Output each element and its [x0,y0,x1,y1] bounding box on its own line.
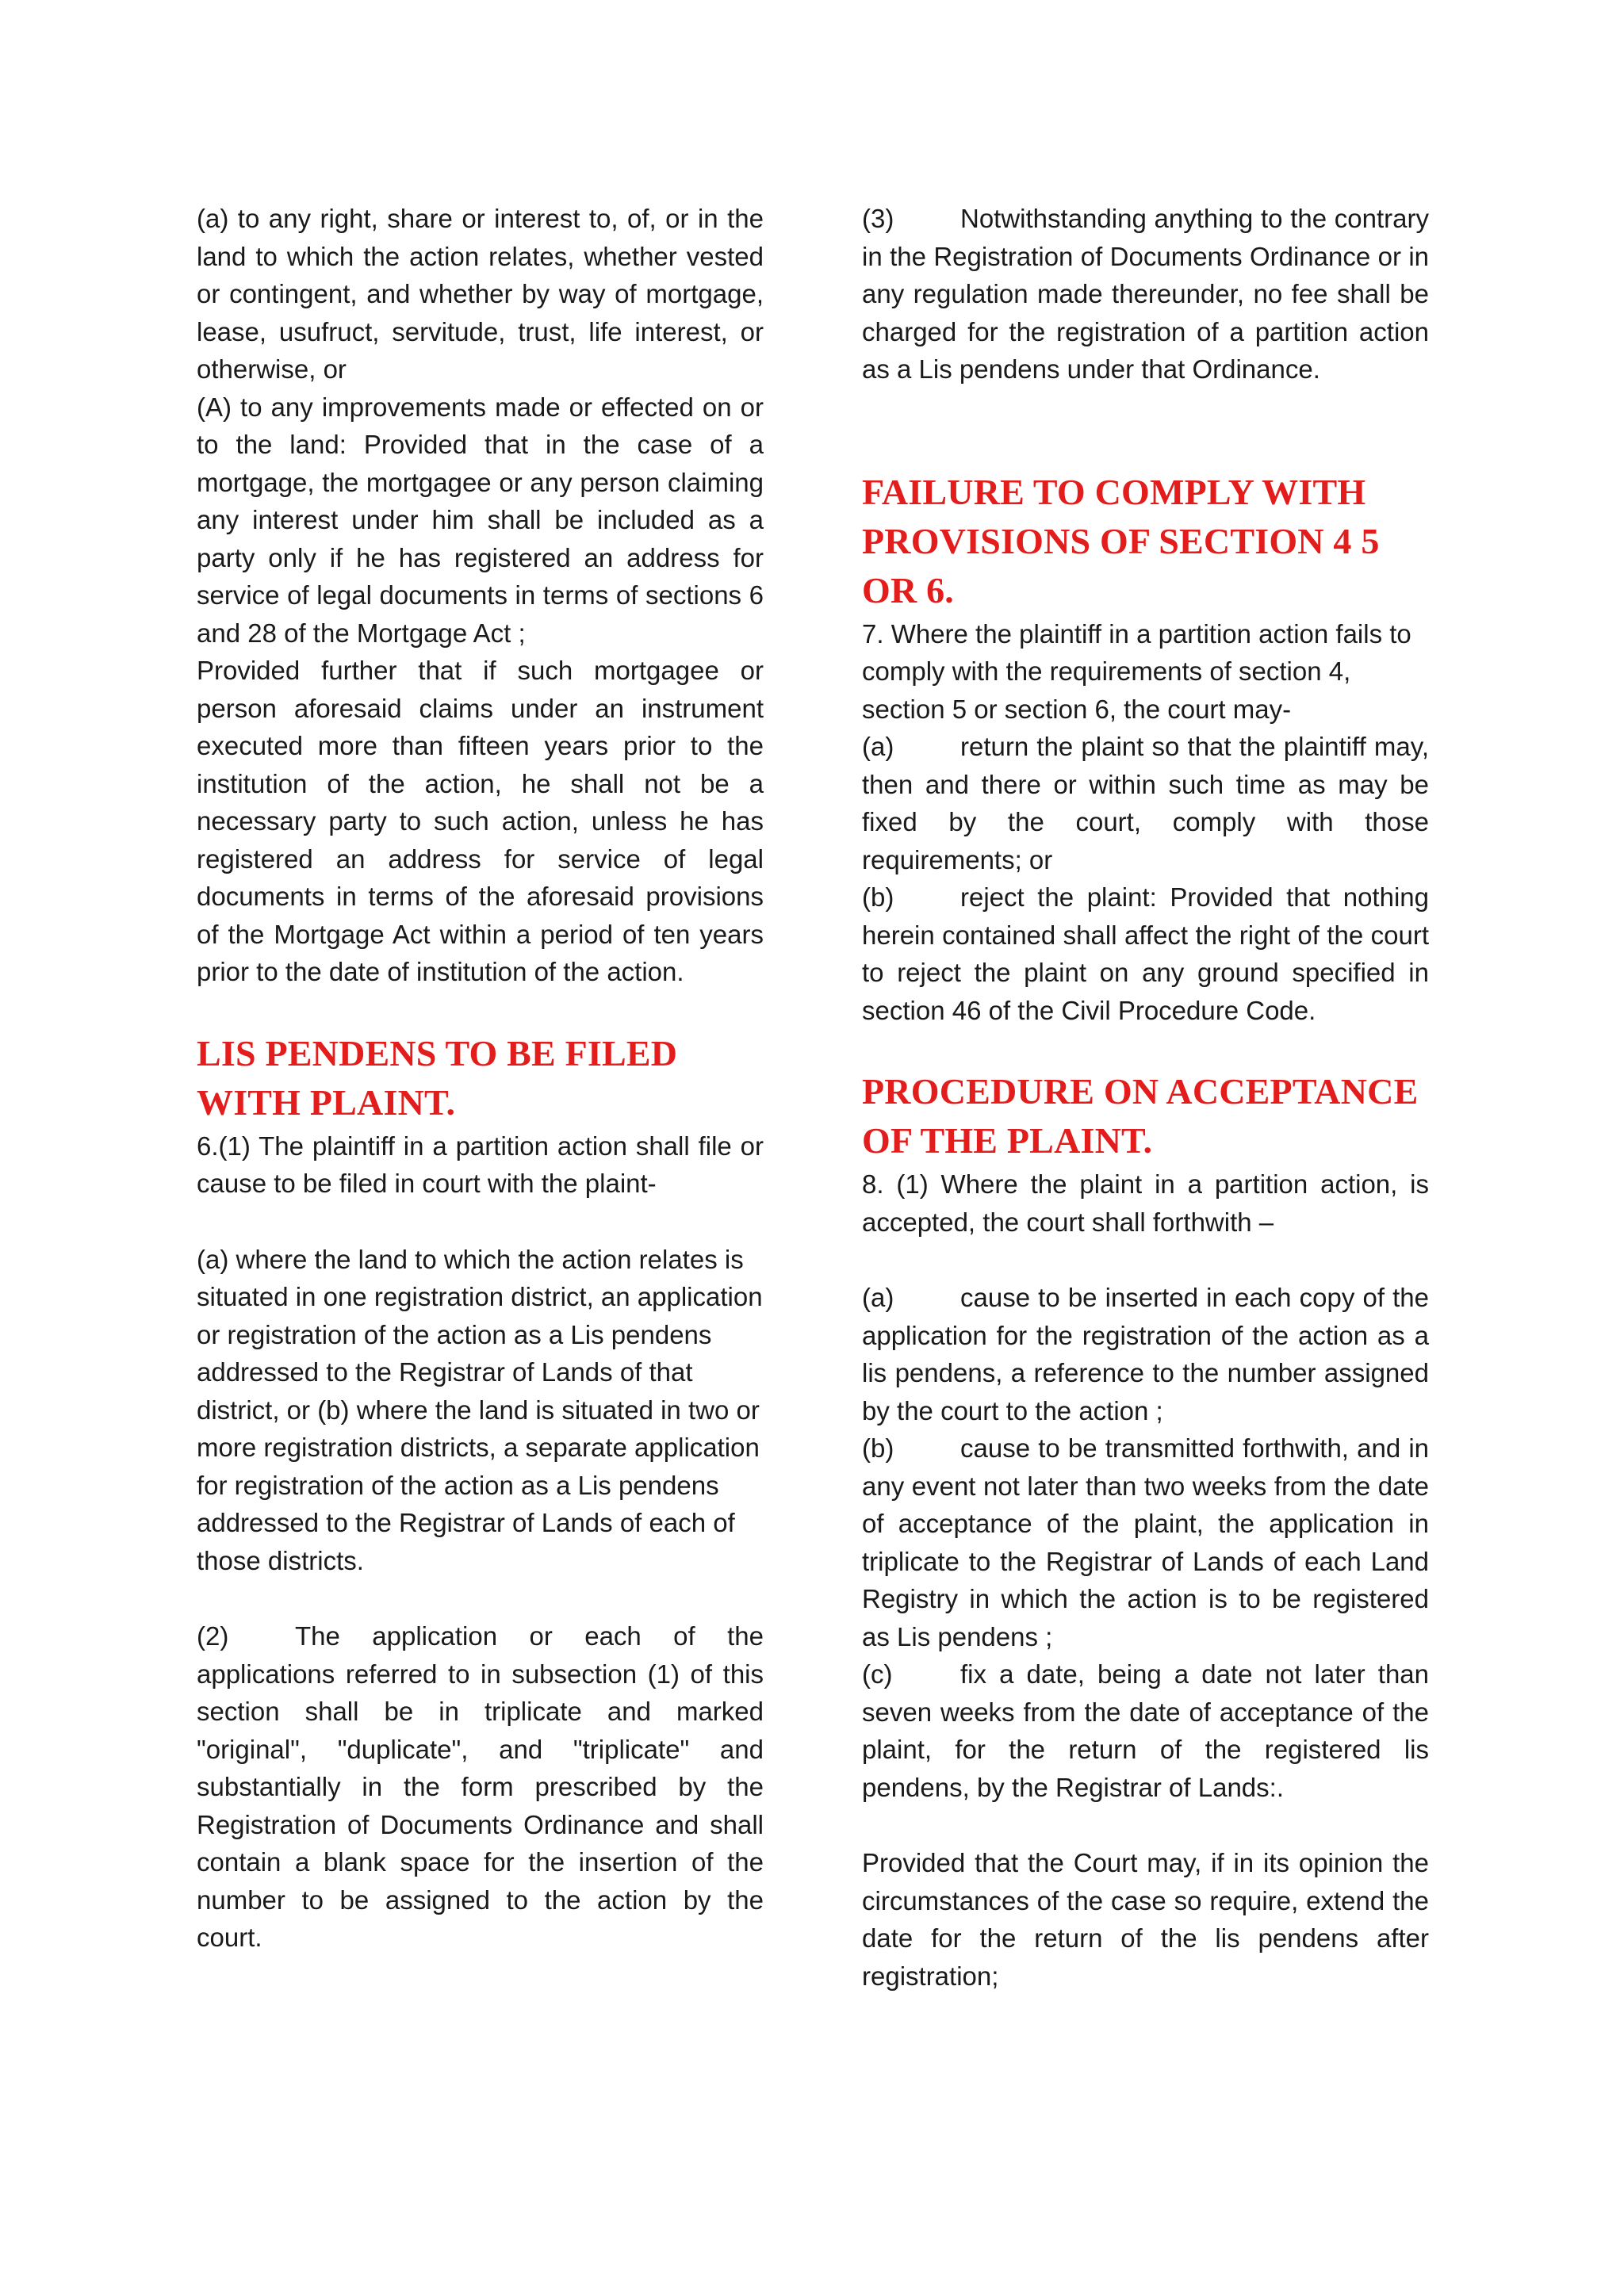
paragraph-8-c [862,1655,1429,1806]
heading-procedure-on-acceptance: PROCEDURE ON ACCEPTANCE OF THE PLAINT. [862,1071,1419,1161]
paragraph-6-2-text: The application or each of the applications referred to in subsection (1) of this section shall be in triplicate and marked "original", "duplicate", and "triplicate" and substantially in the form prescribed by the Registration of Documents Ordinance and shall contain a blank space for the insertion of the number to be assigned to the action by the court. [197,1621,764,1952]
paragraph-8-b-text: cause to be transmitted forthwith, and in any event not later than two weeks from the date of acceptance of the plaint, the application in triplicate to the Registrar of Lands of each Land Registry in which the action is to be registered as Lis pendens ; [862,1433,1429,1651]
paragraph-6-1-a-b: (a) where the land to which the action relates is situated in one registration district, an application or registration of the action as a Lis pendens addressed to the Registrar of Lands of that district, or (b) where the land is situated in two or more registration districts, a separate application for registration of the action as a Lis pendens addressed to the Registrar of Lands of each of those districts. [197,1244,763,1575]
spacer [862,1241,1429,1279]
spacer [862,388,1429,468]
paragraph-7-b [862,878,1429,1029]
paragraph-8-c-text: fix a date, being a date not later than seven weeks from the date of acceptance of the plaint, for the return of the registered lis pendens, by the Registrar of Lands:. [862,1659,1429,1802]
right-column [862,200,1429,1995]
paragraph-7-b-text: reject the plaint: Provided that nothing herein contained shall affect the right of the court to reject the plaint on any ground specified in section 46 of the Civil Procedure Code. [862,882,1429,1025]
paragraph-8-a [862,1279,1429,1429]
paragraph-3 [862,200,1429,388]
paragraph-8-a-text: cause to be inserted in each copy of the application for the registration of the action as a lis pendens, a reference to the number assigned by the court to the action ; [862,1283,1429,1425]
paragraph-7-a [862,728,1429,878]
paragraph-6-2 [197,1617,764,1957]
paragraph-8-1: 8. (1) Where the plaint in a partition action, is accepted, the court shall forthwith – [862,1169,1429,1237]
paragraph-6-1: 6.(1) The plaintiff in a partition action shall file or cause to be filed in court with the plaint- [197,1131,764,1198]
spacer [197,1579,764,1617]
paragraph-8-proviso: Provided that the Court may, if in its opinion the circumstances of the case so require, extend the date for the return of the lis pendens after registration; [862,1848,1429,1991]
paragraph-3-number: (3) [862,204,894,233]
paragraph-7-b-number: (b) [862,882,894,912]
spacer [197,991,764,1029]
paragraph-8-a-number: (a) [862,1283,894,1312]
paragraph-6-2-number: (2) [197,1621,229,1651]
spacer [862,1029,1429,1067]
paragraph-8-c-number: (c) [862,1659,893,1689]
spacer [862,1806,1429,1844]
heading-failure-to-comply: FAILURE TO COMPLY WITH PROVISIONS OF SECTION 4 5 OR 6. [862,471,1380,610]
paragraph-A: (A) to any improvements made or effected on or to the land: Provided that in the case of a mortgage, the mortgagee or any person claiming any interest under him shall be included as a party only if he has registered an address for service of legal documents in terms of sections 6 and 28 of the Mortgage Act ; [197,392,764,648]
paragraph-7: 7. Where the plaintiff in a partition action fails to comply with the requirements of section 4, section 5 or section 6, the court may- [862,618,1411,724]
paragraph-8-b-number: (b) [862,1433,894,1463]
heading-lis-pendens: LIS PENDENS TO BE FILED WITH PLAINT. [197,1032,678,1123]
paragraph-3-text: Notwithstanding anything to the contrary in the Registration of Documents Ordinance or in any regulation made thereunder, no fee shall be charged for the registration of a partition action as a Lis pendens under that Ordinance. [862,204,1429,384]
paragraph-8-b [862,1429,1429,1655]
left-column [197,200,764,1957]
paragraph-7-a-number: (a) [862,732,894,761]
spacer [197,1203,764,1241]
paragraph-a: (a) to any right, share or interest to, of, or in the land to which the action relates, whether vested or contingent, and whether by way of mortgage, lease, usufruct, servitude, trust, life interest, or otherwise, or [197,204,764,384]
paragraph-proviso: Provided further that if such mortgagee or person aforesaid claims under an instrument executed more than fifteen years prior to the institution of the action, he shall not be a necessary party to such action, unless he has registered an address for service of legal documents in terms of the aforesaid provisions of the Mortgage Act within a period of ten years prior to the date of institution of the action. [197,656,764,986]
paragraph-7-a-text: return the plaint so that the plaintiff may, then and there or within such time as may be fixed by the court, comply with those requirements; or [862,732,1429,874]
